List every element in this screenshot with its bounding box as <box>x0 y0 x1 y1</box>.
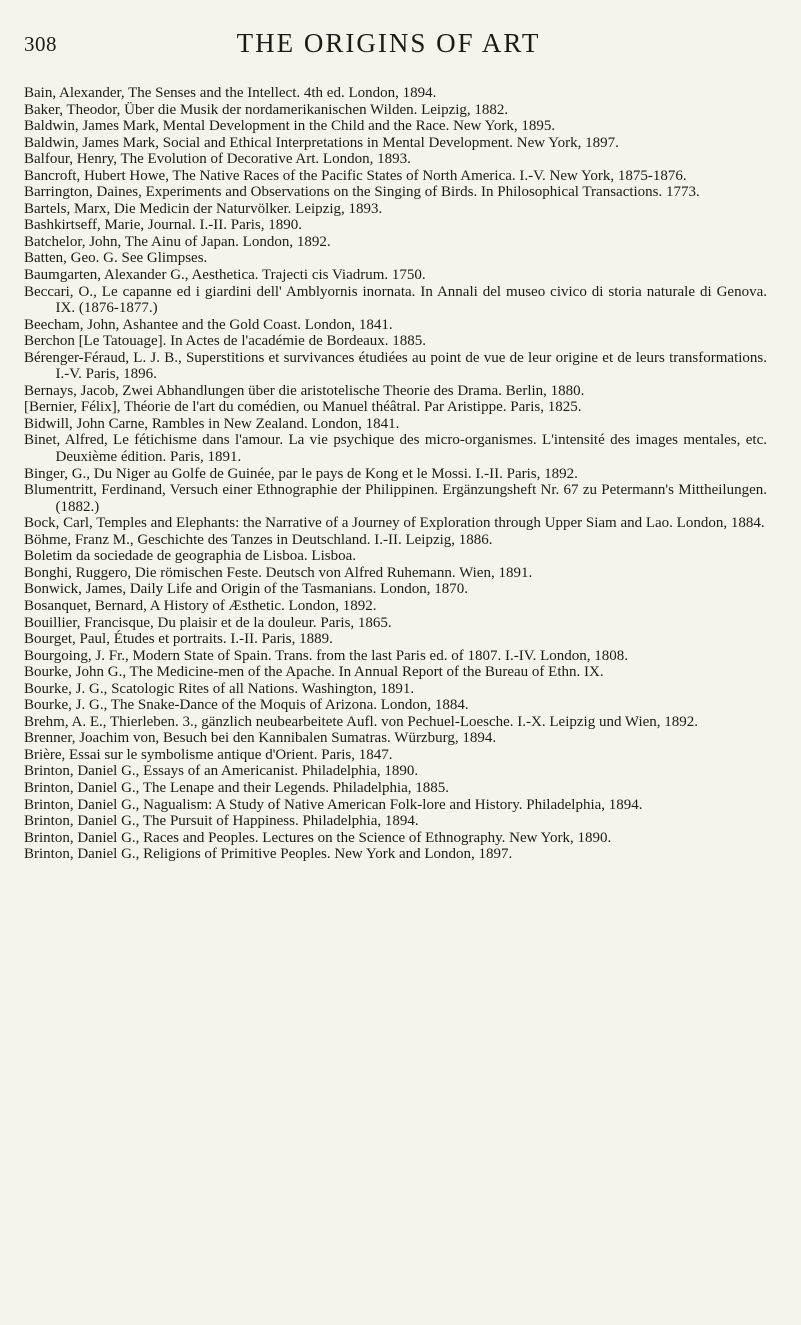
bibliography-entry: Bancroft, Hubert Howe, The Native Races of the Pacific States of North America. I.-V. New York, 1875-1876. <box>24 167 687 184</box>
bibliography-entry: [Bernier, Félix], Théorie de l'art du comédien, ou Manuel théâtral. Par Aristippe. Paris, 1825. <box>24 399 582 416</box>
bibliography-entry: Bourke, J. G., The Snake-Dance of the Moquis of Arizona. London, 1884. <box>24 697 469 714</box>
page-number: 308 <box>24 32 57 56</box>
bibliography-entry: Batten, Geo. G. See Glimpses. <box>24 250 208 267</box>
bibliography-entry: Bidwill, John Carne, Rambles in New Zealand. London, 1841. <box>24 415 400 432</box>
bibliography-entry: Baldwin, James Mark, Social and Ethical Interpretations in Mental Development. New York, 1897. <box>24 134 619 151</box>
bibliography-entry: Bernays, Jacob, Zwei Abhandlungen über die aristotelische Theorie des Drama. Berlin, 1880. <box>24 382 585 399</box>
bibliography-entry: Brinton, Daniel G., Religions of Primitive Peoples. New York and London, 1897. <box>24 846 513 863</box>
bibliography-entry: Beccari, O., Le capanne ed i giardini dell' Amblyornis inornata. In Annali del museo civico di storia naturale di Genova. IX. (1876-1877.) <box>24 283 767 317</box>
bibliography-entry: Bérenger-Féraud, L. J. B., Superstitions et survivances étudiées au point de vue de leur origine et de leurs transformations. I.-V. Paris, 1896. <box>24 349 767 383</box>
bibliography-entry: Berchon [Le Tatouage]. In Actes de l'académie de Bordeaux. 1885. <box>24 333 427 350</box>
bibliography-entry: Bashkirtseff, Marie, Journal. I.-II. Paris, 1890. <box>24 217 302 234</box>
bibliography-list <box>24 85 767 863</box>
bibliography-entry: Baker, Theodor, Über die Musik der nordamerikanischen Wilden. Leipzig, 1882. <box>24 101 509 118</box>
bibliography-entry: Böhme, Franz M., Geschichte des Tanzes in Deutschland. I.-II. Leipzig, 1886. <box>24 531 493 548</box>
bibliography-entry: Binger, G., Du Niger au Golfe de Guinée, par le pays de Kong et le Mossi. I.-II. Paris, 1892. <box>24 465 578 482</box>
bibliography-entry: Beecham, John, Ashantee and the Gold Coast. London, 1841. <box>24 316 393 333</box>
bibliography-entry: Brinton, Daniel G., Essays of an Americanist. Philadelphia, 1890. <box>24 763 419 780</box>
bibliography-entry: Bain, Alexander, The Senses and the Intellect. 4th ed. London, 1894. <box>24 85 437 101</box>
bibliography-entry: Bourke, John G., The Medicine-men of the Apache. In Annual Report of the Bureau of Ethn. IX. <box>24 664 604 681</box>
bibliography-entry: Bock, Carl, Temples and Elephants: the Narrative of a Journey of Exploration through Upper Siam and Lao. London, 1884. <box>24 515 765 532</box>
bibliography-entry: Bouillier, Francisque, Du plaisir et de la douleur. Paris, 1865. <box>24 614 392 631</box>
bibliography-entry: Blumentritt, Ferdinand, Versuch einer Ethnographie der Philippinen. Ergänzungsheft Nr. 67 zu Petermann's Mittheilungen. (1882.) <box>24 482 767 515</box>
bibliography-entry: Binet, Alfred, Le fétichisme dans l'amour. La vie psychique des micro-organismes. L'intensité des images mentales, etc. Deuxième édition. Paris, 1891. <box>24 432 767 466</box>
bibliography-entry: Bartels, Marx, Die Medicin der Naturvölker. Leipzig, 1893. <box>24 200 383 217</box>
bibliography-entry: Bonwick, James, Daily Life and Origin of the Tasmanians. London, 1870. <box>24 581 469 598</box>
bibliography-entry: Brinton, Daniel G., The Lenape and their Legends. Philadelphia, 1885. <box>24 779 450 796</box>
bibliography-entry: Bourke, J. G., Scatologic Rites of all Nations. Washington, 1891. <box>24 680 415 697</box>
bibliography-entry: Baldwin, James Mark, Mental Development in the Child and the Race. New York, 1895. <box>24 118 556 135</box>
bibliography-entry: Bourget, Paul, Études et portraits. I.-II. Paris, 1889. <box>24 631 333 648</box>
bibliography-entry: Brinton, Daniel G., The Pursuit of Happiness. Philadelphia, 1894. <box>24 813 419 830</box>
bibliography-entry: Brière, Essai sur le symbolisme antique d'Orient. Paris, 1847. <box>24 746 393 763</box>
bibliography-entry: Bourgoing, J. Fr., Modern State of Spain. Trans. from the last Paris ed. of 1807. I.-IV. London, 1808. <box>24 647 629 664</box>
bibliography-entry: Balfour, Henry, The Evolution of Decorative Art. London, 1893. <box>24 151 411 168</box>
bibliography-entry: Brinton, Daniel G., Races and Peoples. Lectures on the Science of Ethnography. New York, 1890. <box>24 829 612 846</box>
bibliography-entry: Baumgarten, Alexander G., Aesthetica. Trajecti cis Viadrum. 1750. <box>24 267 426 284</box>
bibliography-entry: Bosanquet, Bernard, A History of Æsthetic. London, 1892. <box>24 597 377 614</box>
bibliography-entry: Brenner, Joachim von, Besuch bei den Kannibalen Sumatras. Würzburg, 1894. <box>24 730 497 747</box>
bibliography-entry: Boletim da sociedade de geographia de Lisboa. Lisboa. <box>24 548 356 565</box>
bibliography-entry: Bonghi, Ruggero, Die römischen Feste. Deutsch von Alfred Ruhemann. Wien, 1891. <box>24 564 533 581</box>
bibliography-entry: Brehm, A. E., Thierleben. 3., gänzlich neubearbeitete Aufl. von Pechuel-Loesche. I.-X. Leipzig und Wien, 1892. <box>24 713 699 730</box>
bibliography-entry: Barrington, Daines, Experiments and Observations on the Singing of Birds. In Philosophical Transactions. 1773. <box>24 184 700 201</box>
bibliography-entry: Brinton, Daniel G., Nagualism: A Study of Native American Folk-lore and History. Philadelphia, 1894. <box>24 796 643 813</box>
running-title: THE ORIGINS OF ART <box>236 28 541 58</box>
bibliography-entry: Batchelor, John, The Ainu of Japan. London, 1892. <box>24 233 331 250</box>
page-header <box>24 22 753 62</box>
